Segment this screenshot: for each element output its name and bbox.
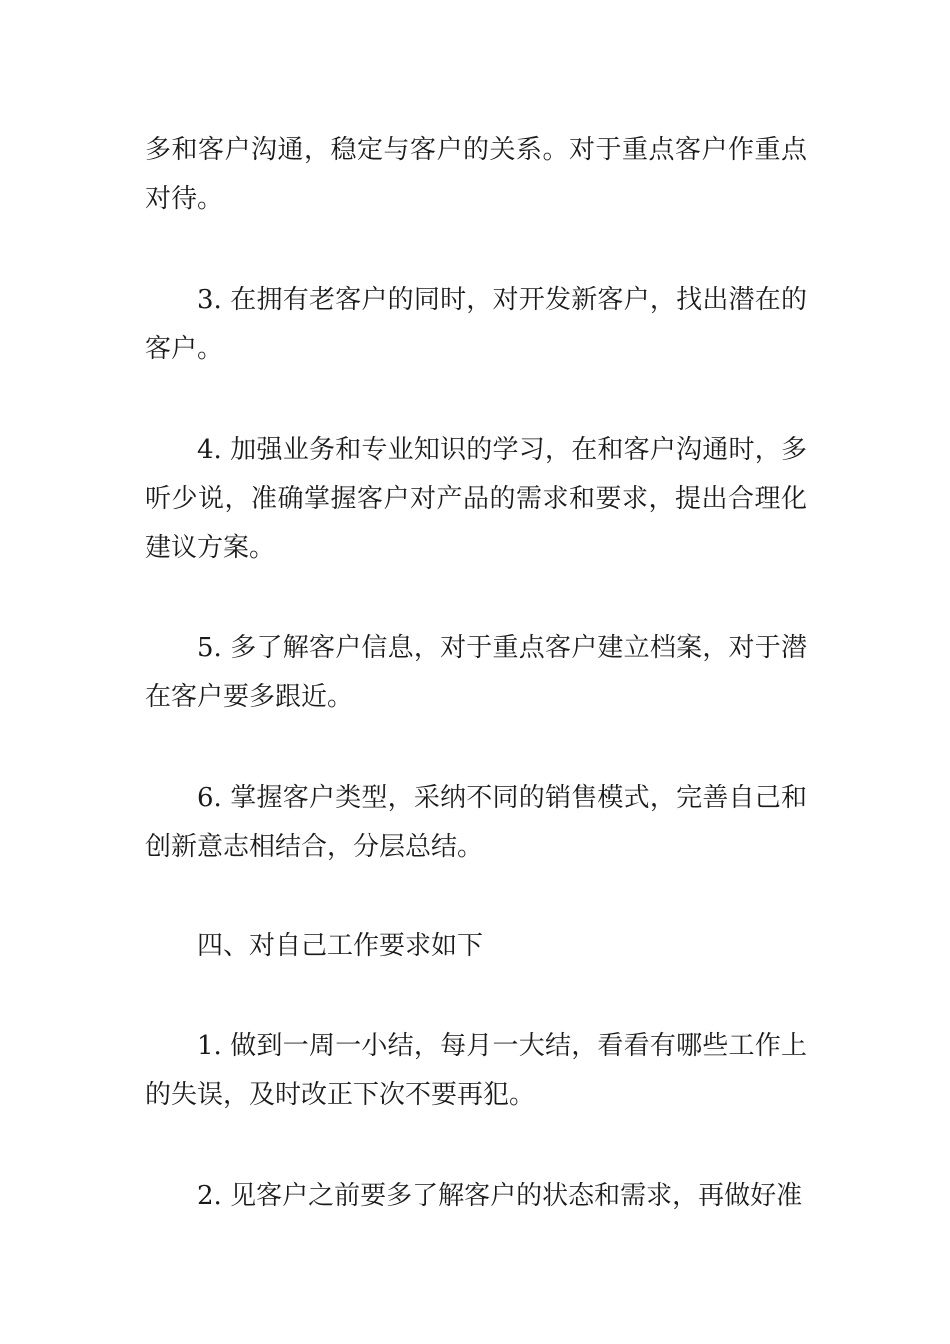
paragraph-2: 3. 在拥有老客户的同时，对开发新客户，找出潜在的客户。 [145,285,807,364]
paragraph-4: 5. 多了解客户信息，对于重点客户建立档案，对于潜在客户要多跟近。 [145,633,807,712]
paragraph-1: 多和客户沟通，稳定与客户的关系。对于重点客户作重点对待。 [145,135,807,214]
paragraph-5: 6. 掌握客户类型，采纳不同的销售模式，完善自己和创新意志相结合，分层总结。 [145,783,807,862]
paragraph-7: 2. 见客户之前要多了解客户的状态和需求，再做好准 [197,1181,803,1211]
paragraph-6: 1. 做到一周一小结，每月一大结，看看有哪些工作上的失误，及时改正下次不要再犯。 [145,1031,807,1110]
paragraph-3: 4. 加强业务和专业知识的学习，在和客户沟通时，多听少说，准确掌握客户对产品的需求和要求，提出合理化建议方案。 [145,435,807,563]
section-heading: 四、对自己工作要求如下 [197,931,484,961]
